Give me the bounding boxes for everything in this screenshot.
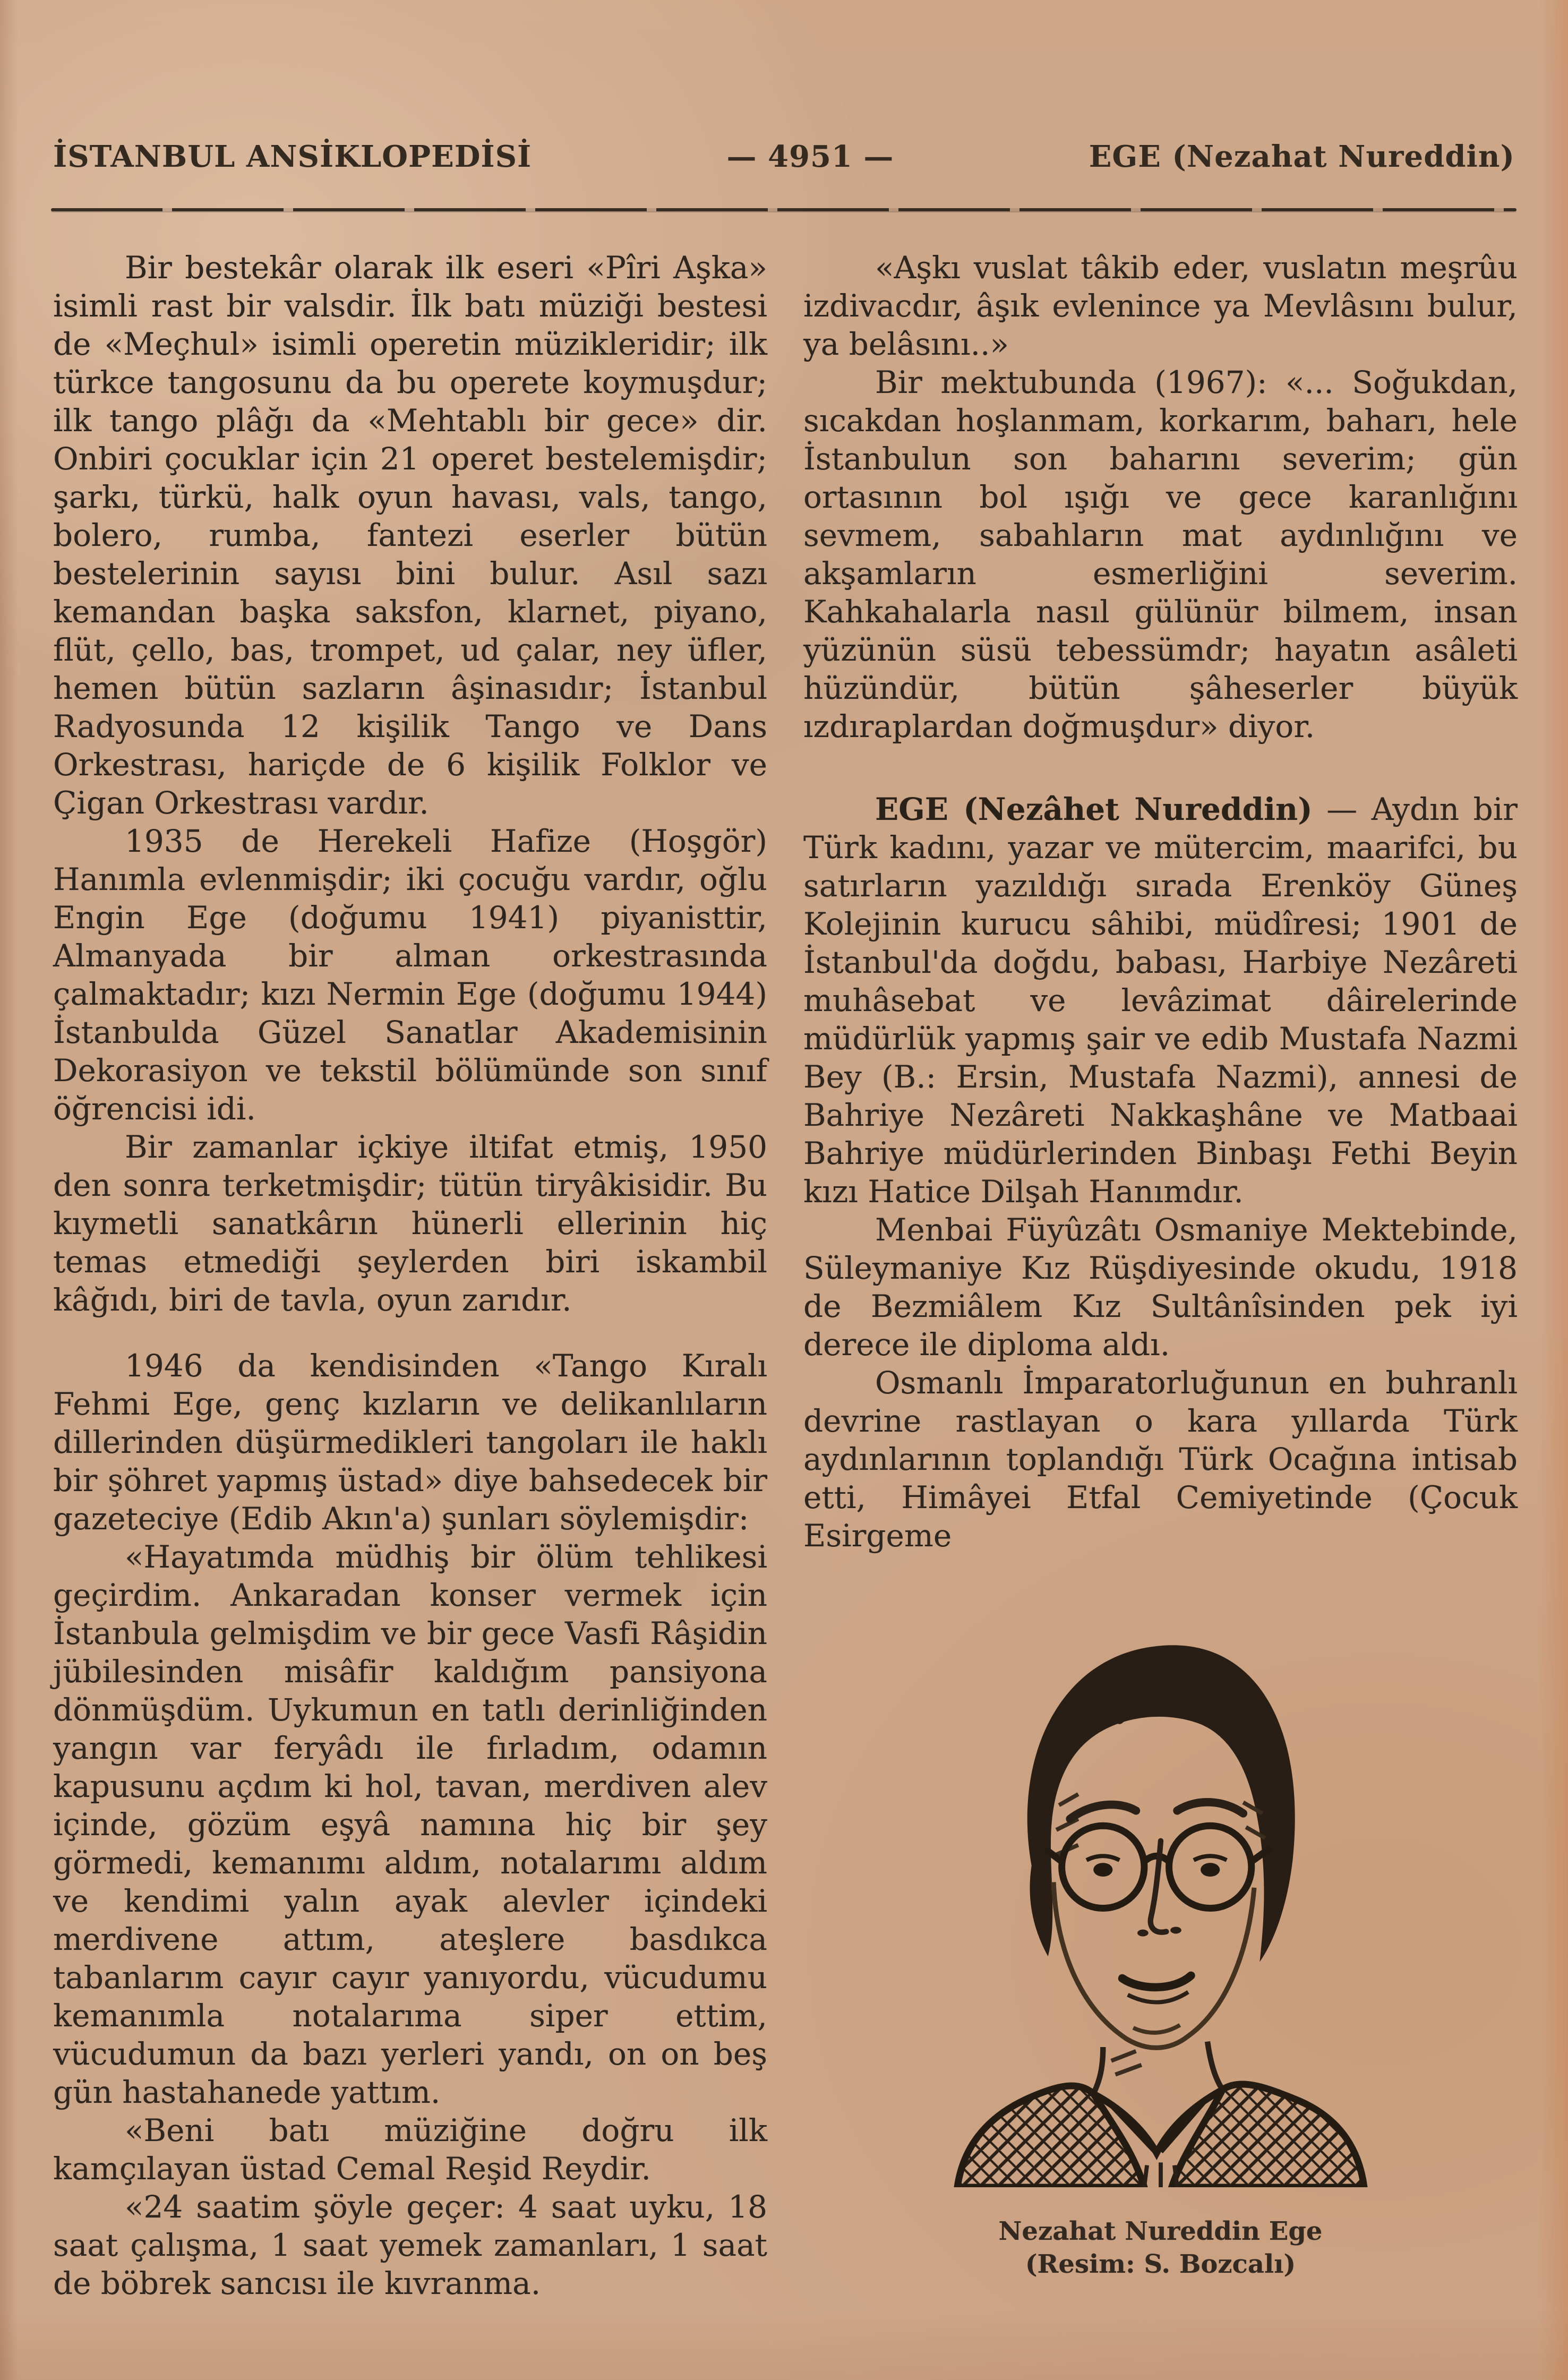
portrait-caption-credit: (Resim: S. Bozcalı) — [1025, 2249, 1296, 2279]
left-paragraph-7: «24 saatim şöyle geçer: 4 saat uyku, 18 saat çalışma, 1 saat yemek zamanları, 1 saat de böbrek sancısı ile kıvranma. — [53, 2189, 767, 2301]
left-paragraph-5: «Hayatımda müdhiş bir ölüm tehlikesi geçirdim. Ankaradan konser vermek için İstanbula gelmişdim ve bir gece Vasfi Râşidin jübilesinden misâfir kaldığım pansiyona dönmüşdüm. Uykumun en tatlı derinliğinden yangın var feryâdı ile fırladım, odamın kapusunu açdım ki hol, tavan, merdiven alev içinde, gözüm eşyâ namına hiç bir şey görmedi, kemanımı aldım, notalarımı aldım ve kendimi yalın ayak alevler içindeki merdivene attım, ateşlere basdıkca tabanlarım cayır cayır yanıyordu, vücudumu kemanımla notalarıma siper ettim, vücudumun da bazı yerleri yandı, on on beş gün hastahanede yattım. — [53, 1539, 767, 2110]
left-paragraph-2: 1935 de Herekeli Hafize (Hoşgör) Hanımla evlenmişdir; iki çocuğu vardır, oğlu Engin Ege (doğumu 1941) piyanisttir, Almanyada bir alman orkestrasında çalmaktadır; kızı Nermin Ege (doğumu 1944) İstanbulda Güzel Sanatlar Akademisinin Dekorasiyon ve tekstil bölümünde son sınıf öğrencisi idi. — [53, 823, 767, 1127]
header-page-number: — 4951 — — [726, 139, 894, 174]
header-publication-title: İSTANBUL ANSİKLOPEDİSİ — [53, 139, 532, 174]
portrait-figure — [803, 1596, 1518, 2281]
right-paragraph-3: Menbai Füyûzâtı Osmaniye Mektebinde, Süleymaniye Kız Rüşdiyesinde okudu, 1918 de Bezmiâlem Kız Sultânîsinden pek iyi derece ile diploma aldı. — [803, 1212, 1518, 1363]
left-paragraph-4: 1946 da kendisinden «Tango Kıralı Fehmi Ege, genç kızların ve delikanlıların dillerinden düşürmedikleri tangoları ile haklı bir şöhret yapmış üstad» diye bahsedecek bir gazeteciye (Edib Akın'a) şunları söylemişdir: — [53, 1348, 767, 1537]
left-paragraph-6: «Beni batı müziğine doğru ilk kamçılayan üstad Cemal Reşid Reydir. — [53, 2112, 767, 2187]
entry-paragraph — [803, 790, 1518, 1211]
right-paragraph-4: Osmanlı İmparatorluğunun en buhranlı devrine rastlayan o kara yıllarda Türk aydınlarının toplandığı Türk Ocağına intisab etti, Himâyei Etfal Cemiyetinde (Çocuk Esirgeme — [803, 1365, 1518, 1554]
portrait-caption — [803, 2215, 1518, 2281]
entry-heading: EGE (Nezâhet Nureddin) — [875, 791, 1313, 827]
entry-body: — Aydın bir Türk kadını, yazar ve mütercim, maarifci, bu satırların yazıldığı sırada Erenköy Güneş Kolejinin kurucu sâhibi, müdîresi; 1901 de İstanbul'da doğdu, babası, Harbiye Nezâreti muhâsebat ve levâzimat dâirelerinde müdürlük yapmış şair ve edib Mustafa Nazmi Bey (B.: Ersin, Mustafa Nazmi), annesi de Bahriye Nezâreti Nakkaşhâne ve Matbaai Bahriye müdürlerinden Binbaşı Fethi Beyin kızı Hatice Dilşah Hanımdır. — [803, 791, 1518, 1210]
left-paragraph-3: Bir zamanlar içkiye iltifat etmiş, 1950 den sonra terketmişdir; tütün tiryâkisidir. Bu kıymetli sanatkârın hünerli ellerinin hiç temas etmediği şeylerden biri iskambil kâğıdı, biri de tavla, oyun zarıdır. — [53, 1129, 767, 1318]
right-paragraph-2: Bir mektubunda (1967): «... Soğukdan, sıcakdan hoşlanmam, korkarım, baharı, hele İstanbulun son baharını severim; gün ortasının bol ışığı ve gece karanlığını sevmem, sabahların mat aydınlığını ve akşamların esmerliğini severim. Kahkahalarla nasıl gülünür bilmem, insan yüzünün süsü tebessümdr; hayatın asâleti hüzündür, bütün şâheserler büyük ızdıraplardan doğmuşdur» diyor. — [803, 364, 1518, 744]
right-column — [803, 249, 1518, 2281]
header-entry-reference: EGE (Nezahat Nureddin) — [1089, 139, 1515, 174]
header-rule — [51, 208, 1516, 211]
right-paragraph-1: «Aşkı vuslat tâkib eder, vuslatın meşrûu izdivacdır, âşık evlenince ya Mevlâsını bulur, ya belâsını..» — [803, 250, 1518, 362]
left-paragraph-1: Bir bestekâr olarak ilk eseri «Pîri Aşka» isimli rast bir valsdir. İlk batı müziği bestesi de «Meçhul» isimli operetin müzikleridir; ilk türkce tangosunu da bu operete koymuşdur; ilk tango plâğı da «Mehtablı bir gece» dir. Onbiri çocuklar için 21 operet bestelemişdir; şarkı, türkü, halk oyun havası, vals, tango, bolero, rumba, fantezi eserler bütün bestelerinin sayısı bini bulur. Asıl sazı kemandan başka saksfon, klarnet, piyano, flüt, çello, bas, trompet, ud çalar, ney üfler, hemen bütün sazların âşinasıdır; İstanbul Radyosunda 12 kişilik Tango ve Dans Orkestrası, hariçde de 6 kişilik Folklor ve Çigan Orkestrası vardır. — [53, 250, 767, 821]
left-column — [53, 249, 767, 2302]
portrait-caption-name: Nezahat Nureddin Ege — [998, 2216, 1323, 2246]
portrait-sketch — [927, 1596, 1394, 2187]
page-header — [53, 139, 1515, 174]
